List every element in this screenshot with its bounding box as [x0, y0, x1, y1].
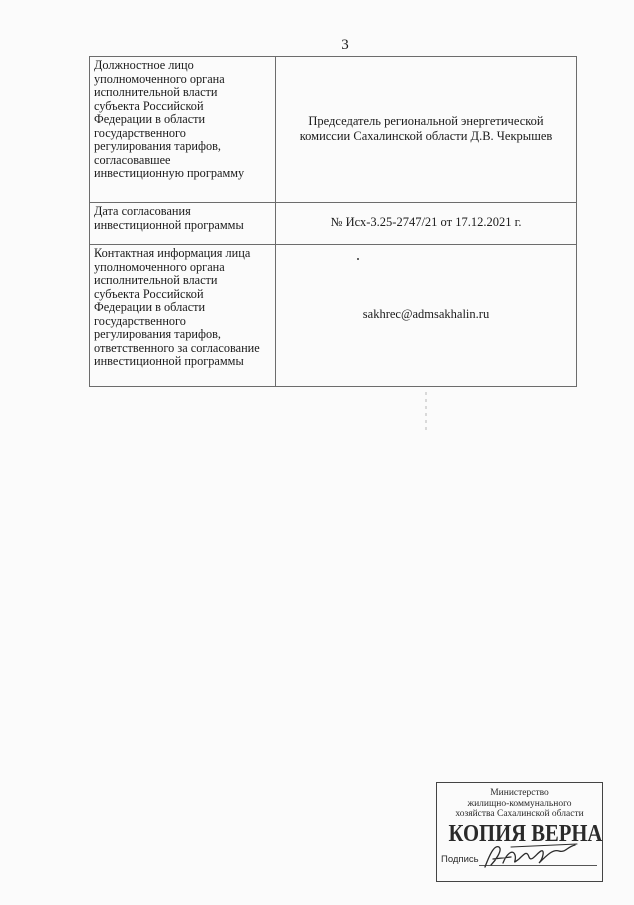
- approval-document-number: № Исх-3.25-2747/21 от 17.12.2021 г.: [330, 215, 522, 230]
- table-cell-label: Контактная информация лица уполномоченного органа исполнительной власти субъекта Российской Федерации в области государственного регулирования тарифов, ответственного за согласование инвестиционной программы: [90, 245, 276, 387]
- table-row: [90, 57, 577, 203]
- scan-fold-mark: [425, 392, 427, 432]
- page-number: 3: [341, 37, 349, 53]
- table-cell-label: Должностное лицо уполномоченного органа исполнительной власти субъекта Российской Федерации в области государственного регулирования тарифов, согласовавшее инвестиционную программу: [90, 57, 276, 203]
- approving-official: Председатель региональной энергетической комиссии Сахалинской области Д.В. Чекрышев: [299, 114, 553, 143]
- table-row: [90, 203, 577, 245]
- certified-copy-stamp: [436, 782, 603, 882]
- table-cell-value: [276, 203, 577, 245]
- stamp-organization: Министерство жилищно-коммунального хозяйства Сахалинской области: [455, 788, 584, 819]
- table-cell-value: [276, 245, 577, 387]
- handwritten-signature: [481, 841, 581, 871]
- stamp-title: КОПИЯ ВЕРНА: [448, 821, 603, 847]
- approval-info-table: [89, 56, 577, 387]
- table-cell-value: [276, 57, 577, 203]
- table-cell-label: Дата согласования инвестиционной программы: [90, 203, 276, 245]
- stamp-signature-label: Подпись: [441, 854, 479, 865]
- contact-email: sakhrec@admsakhalin.ru: [362, 307, 490, 322]
- scan-speck: [357, 258, 359, 260]
- table-row: [90, 245, 577, 387]
